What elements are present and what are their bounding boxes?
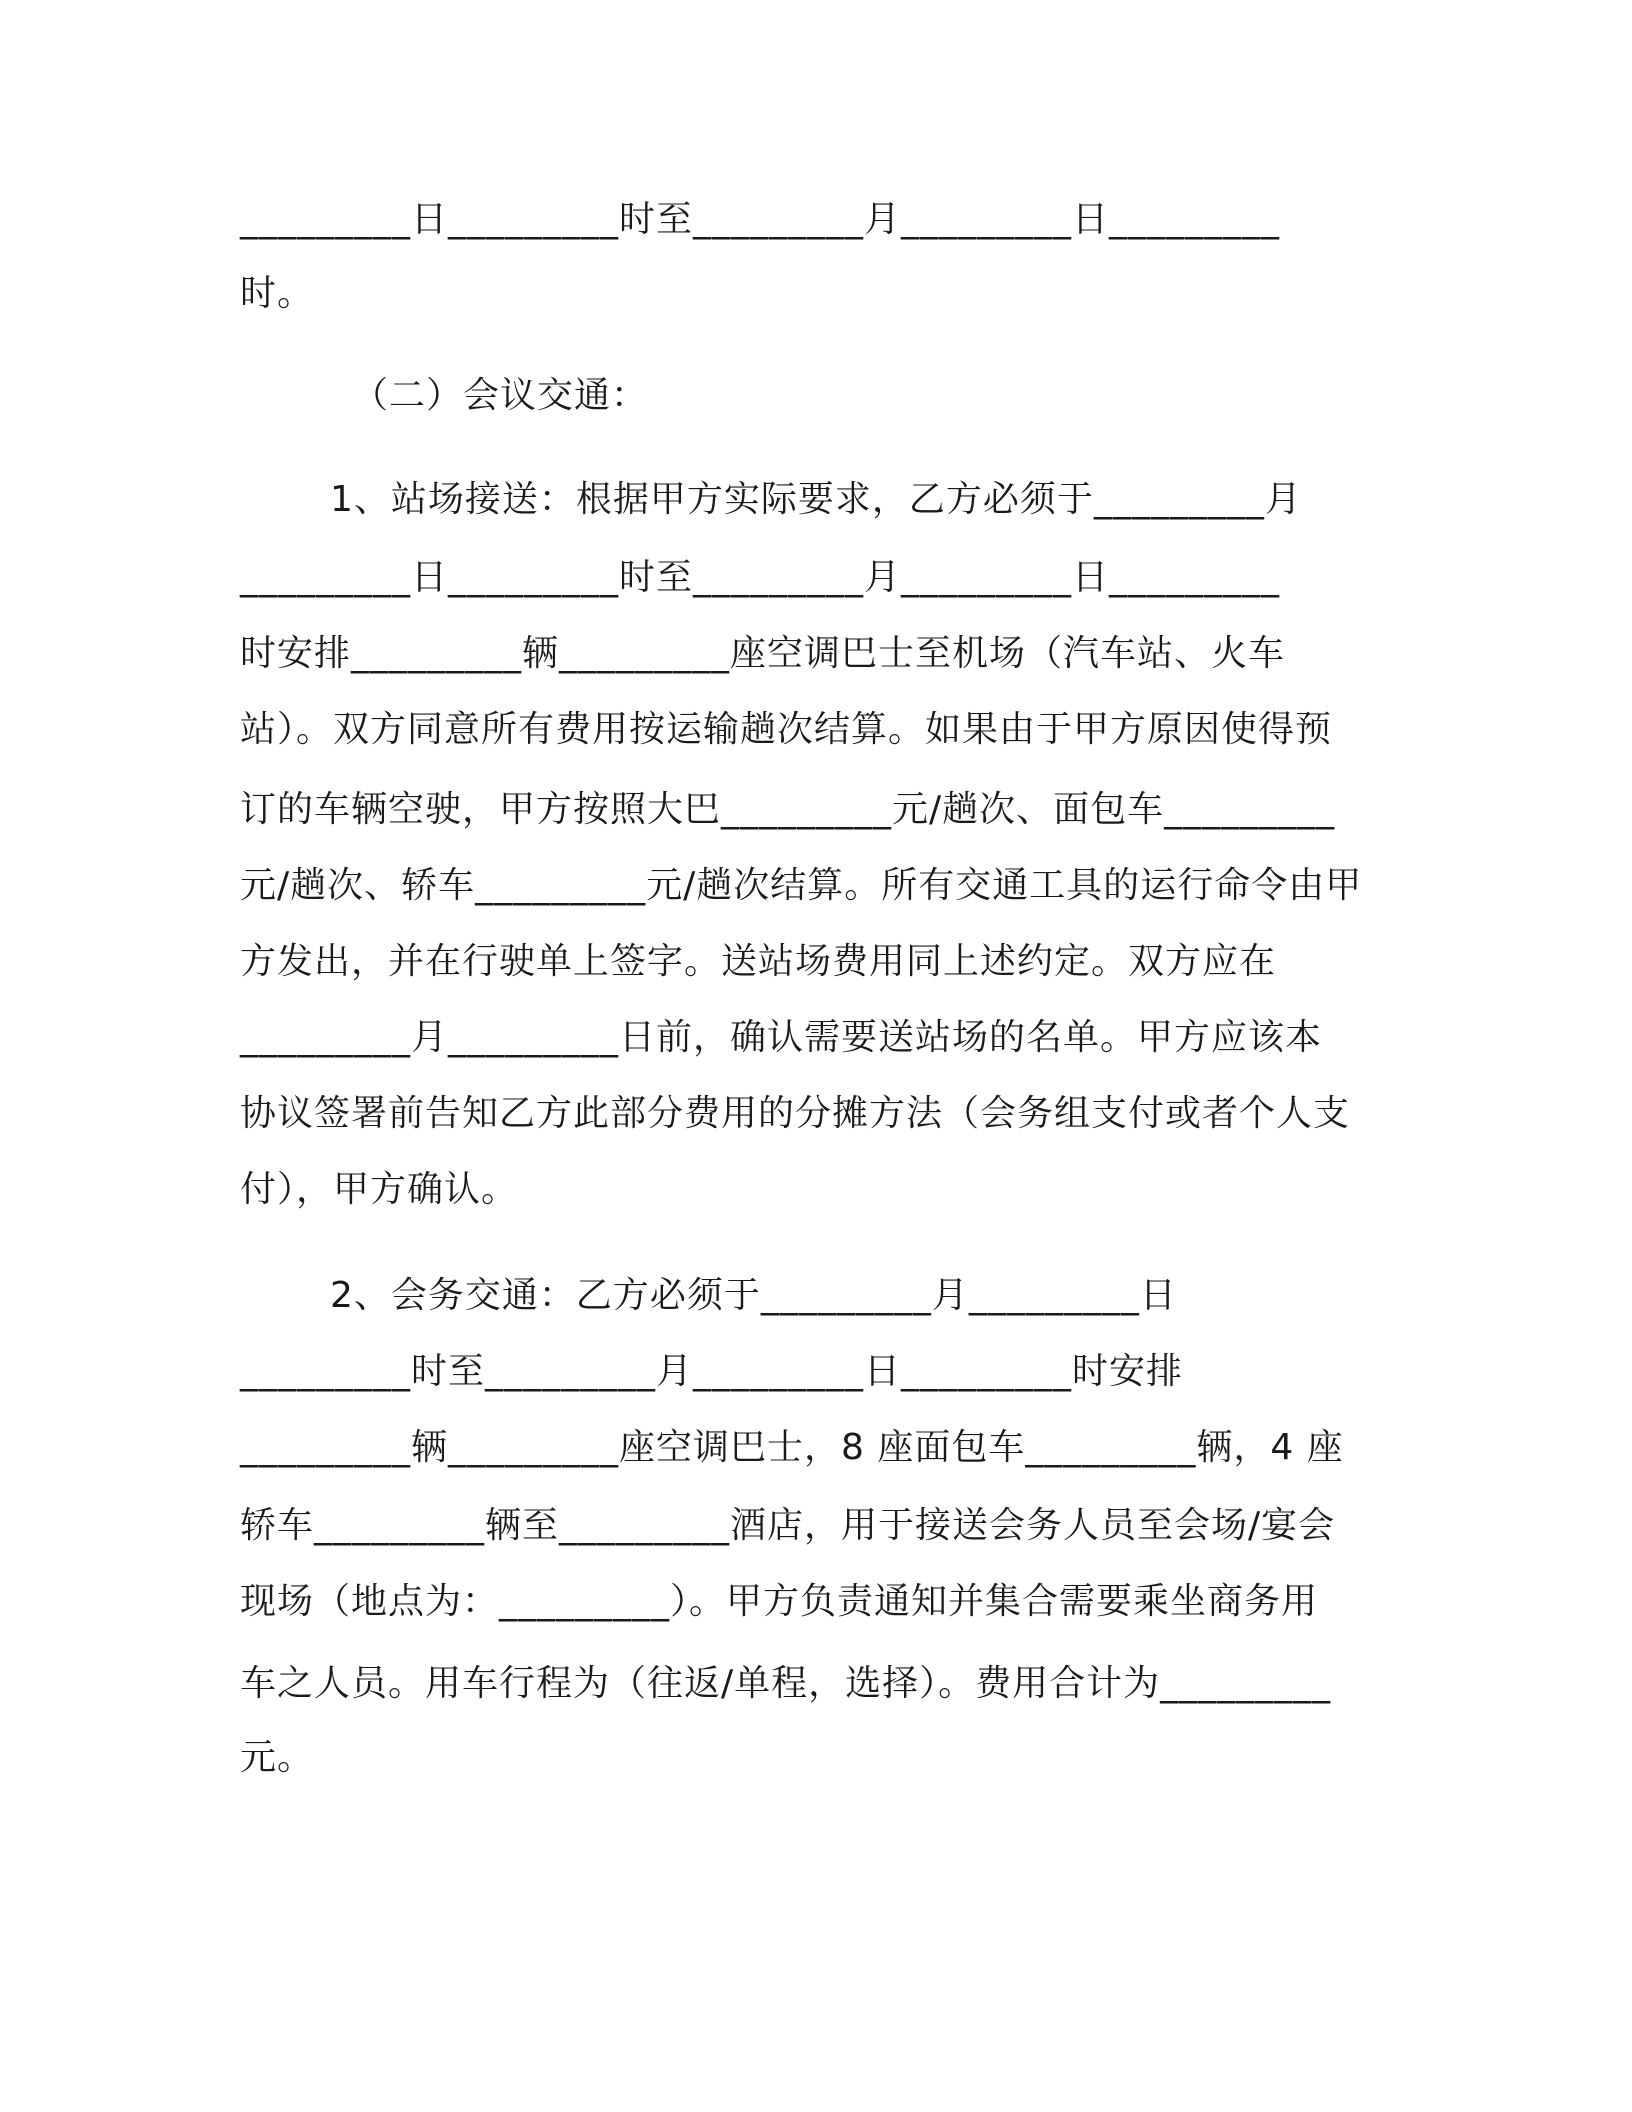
text-line: 元/趟次、轿车_________元/趟次结算。所有交通工具的运行命令由甲 <box>240 865 1363 906</box>
text-line: 站）。双方同意所有费用按运输趟次结算。如果由于甲方原因使得预 <box>240 709 1333 750</box>
text-line: 协议签署前告知乙方此部分费用的分摊方法（会务组支付或者个人支 <box>240 1093 1351 1134</box>
text-line: 订的车辆空驶，甲方按照大巴_________元/趟次、面包车_________ <box>240 789 1336 830</box>
text-line: 车之人员。用车行程为（往返/单程，选择）。费用合计为_________ <box>240 1663 1332 1704</box>
text-line: 2、会务交通：乙方必须于_________月_________日 <box>330 1275 1177 1316</box>
text-line: 时。 <box>240 273 315 314</box>
text-line: 付），甲方确认。 <box>240 1169 519 1210</box>
text-line: _________日_________时至_________月_________日_________ <box>240 199 1280 240</box>
text-line: 元。 <box>240 1737 315 1778</box>
text-line: _________月_________日前，确认需要送站场的名单。甲方应该本 <box>240 1017 1323 1058</box>
text-line: _________日_________时至_________月_________日_________ <box>240 557 1280 598</box>
section-heading: （二）会议交通： <box>352 375 649 416</box>
text-line: 现场（地点为：_________）。甲方负责通知并集合需要乘坐商务用 <box>240 1581 1319 1622</box>
text-line: 方发出，并在行驶单上签字。送站场费用同上述约定。双方应在 <box>240 941 1277 982</box>
text-line: _________辆_________座空调巴士，8 座面包车_________辆，4 座 <box>240 1427 1344 1468</box>
text-line: 轿车_________辆至_________酒店，用于接送会务人员至会场/宴会 <box>240 1505 1336 1546</box>
text-line: _________时至_________月_________日_________时安排 <box>240 1351 1184 1392</box>
text-line: 时安排_________辆_________座空调巴士至机场（汽车站、火车 <box>240 633 1286 674</box>
text-line: 1、站场接送：根据甲方实际要求，乙方必须于_________月 <box>330 479 1302 520</box>
